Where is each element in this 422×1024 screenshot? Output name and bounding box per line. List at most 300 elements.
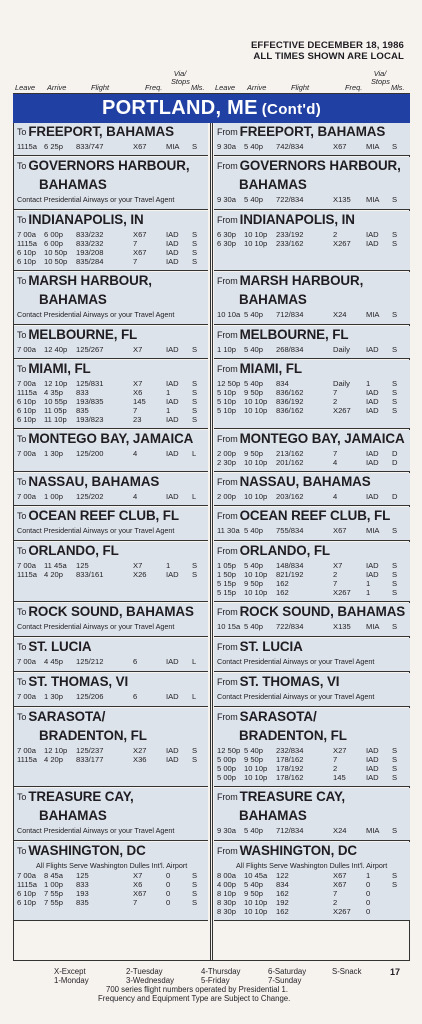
flight-via: 1 (166, 388, 171, 397)
flight-freq: X36 (133, 755, 147, 764)
destination-title (217, 640, 303, 654)
destination-name: ROCK SOUND, BAHAMAS (28, 604, 194, 619)
from-block (214, 788, 410, 841)
legend-except: X-Except (54, 967, 86, 976)
flight-arrive: 11 45a (44, 561, 67, 570)
flight-via: 1 (366, 579, 371, 588)
to-prefix: To (17, 642, 27, 652)
flight-leave: 5 10p (217, 388, 237, 397)
destination-name: INDIANAPOLIS, IN (239, 212, 355, 227)
flight-meal: D (392, 458, 398, 467)
flight-arrive: 6 25p (44, 142, 64, 151)
flight-number: 122 (276, 871, 289, 880)
flight-row (14, 889, 208, 898)
legend-saturday: 6-Saturday (268, 967, 307, 976)
destination-name: MELBOURNE, FL (239, 327, 349, 342)
destination-name-cont: BAHAMAS (239, 292, 307, 307)
flight-freq: X67 (333, 880, 347, 889)
flight-leave: 6 10p (17, 248, 37, 257)
flight-row (214, 880, 410, 889)
flight-row (14, 871, 208, 880)
to-block (14, 360, 208, 429)
destination-name: NASSAU, BAHAMAS (239, 474, 371, 489)
flight-row (14, 898, 208, 907)
legend-snack: S-Snack (332, 967, 362, 976)
flight-arrive: 10 10p (244, 492, 268, 501)
to-block (14, 507, 208, 541)
flight-via: IAD (166, 230, 179, 239)
col-leave: Leave (15, 83, 36, 92)
destination-title (17, 328, 137, 342)
flight-via: 0 (166, 889, 171, 898)
airport-note: All Flights Serve Washington Dulles Int'l. Airport (36, 861, 188, 870)
destination-title (217, 328, 348, 342)
flight-leave: 7 00a (17, 561, 37, 570)
flight-freq: X67 (333, 526, 347, 535)
flight-row (214, 622, 410, 631)
flight-freq: 2 (333, 898, 338, 907)
from-prefix: From (217, 792, 238, 802)
flight-arrive: 10 10p (244, 588, 268, 597)
flight-row (14, 657, 208, 666)
flight-leave: 8 30p (217, 898, 237, 907)
flight-number: 834 (276, 379, 289, 388)
flight-meal: S (392, 588, 398, 597)
flight-arrive: 10 10p (244, 458, 268, 467)
flight-row (14, 257, 208, 266)
flight-row (14, 379, 208, 388)
flight-meal: D (392, 492, 398, 501)
flight-freq: Daily (333, 345, 350, 354)
flight-row (214, 826, 410, 835)
destination-name: ST. LUCIA (28, 639, 92, 654)
destination-title (17, 509, 179, 523)
from-block (214, 708, 410, 787)
flight-number: 835 (76, 898, 89, 907)
flight-meal: S (392, 230, 398, 239)
column-headers-left (13, 64, 210, 94)
airport-note: All Flights Serve Washington Dulles Int'l. Airport (236, 861, 388, 870)
to-block (14, 638, 208, 672)
from-prefix: From (217, 161, 238, 171)
flight-arrive: 5 40p (244, 622, 264, 631)
flight-freq: 4 (133, 492, 138, 501)
flight-number: 193/823 (76, 415, 104, 424)
to-block (14, 603, 208, 637)
destination-title (17, 125, 174, 139)
col-flight: Flight (91, 83, 110, 92)
flight-meal: S (392, 561, 398, 570)
legend-sunday: 7-Sunday (268, 976, 302, 985)
flight-arrive: 12 40p (44, 345, 68, 354)
destination-name: MELBOURNE, FL (28, 327, 138, 342)
destination-name-cont: BRADENTON, FL (39, 728, 147, 743)
to-prefix: To (17, 712, 27, 722)
flight-arrive: 4 45p (44, 657, 64, 666)
flight-meal: S (392, 746, 398, 755)
flight-meal: S (392, 388, 398, 397)
flight-freq: X6 (133, 388, 143, 397)
col-arrive: Arrive (247, 83, 267, 92)
destination-name-cont: BAHAMAS (239, 808, 307, 823)
flight-row (214, 588, 410, 597)
flight-row (214, 492, 410, 501)
destination-title (17, 475, 159, 489)
flight-row (214, 449, 410, 458)
flight-leave: 12 50p (217, 379, 241, 388)
flight-meal: S (392, 142, 398, 151)
flight-arrive: 10 10p (244, 907, 268, 916)
flight-leave: 11 30a (217, 526, 240, 535)
flight-via: 1 (366, 871, 371, 880)
legend-note-presidential: 700 series flight numbers operated by Presidential 1. (106, 985, 289, 994)
flight-meal: S (192, 871, 198, 880)
schedule-grid (13, 123, 410, 961)
flight-leave: 7 00a (17, 449, 37, 458)
flight-number: 193/208 (76, 248, 104, 257)
destination-name: ST. LUCIA (239, 639, 303, 654)
from-prefix: From (217, 846, 238, 856)
flight-meal: S (192, 746, 198, 755)
flight-via: IAD (166, 239, 179, 248)
flight-row (214, 773, 410, 782)
flight-freq: X67 (333, 142, 347, 151)
column-divider (210, 123, 213, 960)
flight-arrive: 9 50p (244, 449, 264, 458)
from-prefix: From (217, 712, 238, 722)
flight-arrive: 4 20p (44, 755, 64, 764)
flight-via: MIA (366, 526, 380, 535)
destination-name-cont: BAHAMAS (239, 177, 307, 192)
flight-row (214, 570, 410, 579)
destination-title (17, 544, 119, 558)
flight-meal: L (192, 692, 197, 701)
flight-via: IAD (166, 257, 179, 266)
flight-row (214, 406, 410, 415)
flight-leave: 7 00a (17, 692, 37, 701)
flight-number: 162 (276, 889, 289, 898)
flight-leave: 6 10p (17, 406, 37, 415)
flight-meal: S (192, 142, 198, 151)
from-block (214, 638, 410, 672)
col-leave: Leave (215, 83, 236, 92)
flight-via: IAD (366, 746, 379, 755)
to-prefix: To (17, 511, 27, 521)
banner-title: PORTLAND, ME (101, 97, 258, 119)
column-headers (13, 64, 410, 94)
flight-freq: 145 (333, 773, 346, 782)
flight-number: 821/192 (276, 570, 304, 579)
destination-title (217, 125, 385, 139)
to-block (14, 123, 208, 156)
to-block (14, 842, 208, 921)
flight-arrive: 5 40p (244, 142, 264, 151)
flight-meal: L (192, 492, 197, 501)
legend-friday: 5-Friday (201, 976, 230, 985)
destination-name-cont: BAHAMAS (39, 292, 107, 307)
flight-arrive: 10 10p (244, 239, 268, 248)
flight-row (14, 880, 208, 889)
flight-arrive: 11 10p (44, 415, 67, 424)
flight-number: 833/177 (76, 755, 104, 764)
flight-arrive: 5 40p (244, 345, 264, 354)
flight-via: IAD (166, 345, 179, 354)
destination-name: ST. THOMAS, VI (28, 674, 129, 689)
destination-title (217, 844, 357, 858)
flight-meal: S (192, 880, 198, 889)
flight-via: IAD (166, 248, 179, 257)
flight-number: 178/162 (276, 773, 304, 782)
flight-arrive: 10 10p (244, 898, 268, 907)
flight-arrive: 1 00p (44, 492, 64, 501)
from-prefix: From (217, 364, 238, 374)
to-prefix: To (17, 792, 27, 802)
banner-continued: (Cont'd) (261, 101, 322, 118)
flight-row (214, 458, 410, 467)
contact-note: Contact Presidential Airways or your Travel Agent (217, 692, 375, 701)
flight-number: 125 (76, 561, 89, 570)
destination-name: GOVERNORS HARBOUR, (239, 158, 401, 173)
flight-number: 722/834 (276, 195, 304, 204)
flight-arrive: 6 00p (44, 230, 64, 239)
flight-arrive: 12 10p (44, 379, 68, 388)
flight-leave: 6 10p (17, 415, 37, 424)
flight-freq: X6 (133, 880, 143, 889)
destination-name: OCEAN REEF CLUB, FL (28, 508, 179, 523)
flight-via: MIA (366, 142, 380, 151)
flight-via: IAD (366, 449, 379, 458)
flight-number: 836/162 (276, 388, 304, 397)
flight-leave: 1115a (17, 755, 37, 764)
to-block (14, 708, 208, 787)
flight-arrive: 5 40p (244, 310, 264, 319)
flight-number: 722/834 (276, 622, 304, 631)
flight-number: 203/162 (276, 492, 304, 501)
flight-meal: S (392, 622, 398, 631)
flight-row (14, 746, 208, 755)
flight-freq: 23 (133, 415, 142, 424)
flight-leave: 2 30p (217, 458, 237, 467)
flight-freq: X27 (333, 746, 347, 755)
flight-via: IAD (366, 230, 379, 239)
flight-arrive: 10 10p (244, 230, 268, 239)
flight-number: 233/162 (276, 239, 304, 248)
flight-leave: 5 00p (217, 773, 237, 782)
flight-leave: 7 00a (17, 230, 37, 239)
flight-leave: 8 30p (217, 907, 237, 916)
destination-title (217, 675, 339, 689)
flight-leave: 6 10p (17, 257, 37, 266)
destination-title (17, 640, 91, 654)
flight-freq: 2 (333, 764, 338, 773)
from-prefix: From (217, 330, 238, 340)
flight-via: IAD (366, 570, 379, 579)
flight-number: 833/161 (76, 570, 104, 579)
destination-title (217, 710, 317, 724)
flight-meal: S (392, 195, 398, 204)
to-prefix: To (17, 127, 27, 137)
flight-via: IAD (166, 415, 179, 424)
flight-number: 178/192 (276, 764, 304, 773)
flight-freq: X67 (133, 230, 147, 239)
to-prefix: To (17, 607, 27, 617)
flight-row (214, 230, 410, 239)
flight-freq: 2 (333, 230, 338, 239)
flight-arrive: 1 30p (44, 449, 64, 458)
flight-freq: X24 (333, 310, 347, 319)
destination-title (217, 432, 405, 446)
flight-meal: S (392, 526, 398, 535)
flight-arrive: 8 45a (44, 871, 64, 880)
from-block (214, 123, 410, 156)
flight-via: IAD (166, 449, 179, 458)
destination-title (17, 159, 189, 173)
flight-leave: 1115a (17, 142, 37, 151)
flight-number: 125/267 (76, 345, 104, 354)
col-mls: Mls. (191, 83, 205, 92)
flight-leave: 5 00p (217, 764, 237, 773)
from-block (214, 157, 410, 210)
from-block (214, 842, 410, 921)
flight-row (214, 239, 410, 248)
to-prefix: To (17, 677, 27, 687)
col-flight: Flight (291, 83, 310, 92)
flight-via: IAD (366, 239, 379, 248)
flight-number: 192 (276, 898, 289, 907)
flight-leave: 10 15a (217, 622, 241, 631)
flight-via: IAD (366, 397, 379, 406)
flight-meal: S (192, 898, 198, 907)
flight-freq: X7 (133, 561, 143, 570)
flight-arrive: 1 00p (44, 880, 64, 889)
flight-arrive: 5 40p (244, 826, 264, 835)
flight-via: IAD (366, 764, 379, 773)
flight-via: IAD (166, 397, 179, 406)
column-headers-right (213, 64, 410, 94)
flight-meal: S (392, 379, 398, 388)
flight-meal: S (192, 248, 198, 257)
flight-row (214, 345, 410, 354)
flight-freq: 4 (333, 492, 338, 501)
to-prefix: To (17, 846, 27, 856)
from-prefix: From (217, 546, 238, 556)
flight-meal: S (392, 755, 398, 764)
flight-number: 193 (76, 889, 89, 898)
destination-name: MONTEGO BAY, JAMAICA (28, 431, 194, 446)
flight-freq: X67 (333, 871, 347, 880)
flight-row (14, 345, 208, 354)
flight-arrive: 7 55p (44, 898, 64, 907)
flight-arrive: 7 55p (44, 889, 64, 898)
flight-via: 1 (166, 406, 171, 415)
flight-meal: D (392, 449, 398, 458)
flight-via: IAD (166, 746, 179, 755)
flight-meal: S (392, 345, 398, 354)
flight-leave: 5 10p (217, 406, 237, 415)
flight-arrive: 5 40p (244, 746, 264, 755)
destination-name: ST. THOMAS, VI (239, 674, 340, 689)
flight-meal: S (192, 239, 198, 248)
col-via-stops: Via/ Stops (371, 69, 390, 86)
destination-title (17, 274, 152, 288)
flight-via: 1 (166, 561, 171, 570)
to-prefix: To (17, 161, 27, 171)
contact-note: Contact Presidential Airways or your Travel Agent (17, 622, 175, 631)
destination-name: WASHINGTON, DC (239, 843, 357, 858)
to-block (14, 157, 208, 210)
flight-meal: L (192, 449, 197, 458)
destination-title (17, 675, 128, 689)
destination-title (17, 605, 194, 619)
flight-number: 125/202 (76, 492, 104, 501)
flight-leave: 7 00a (17, 871, 37, 880)
flight-freq: 6 (133, 692, 138, 701)
flight-leave: 1115a (17, 388, 37, 397)
destination-name: NASSAU, BAHAMAS (28, 474, 160, 489)
flight-row (214, 142, 410, 151)
flight-via: IAD (366, 755, 379, 764)
flight-number: 835/284 (76, 257, 104, 266)
flight-meal: S (192, 345, 198, 354)
flight-via: IAD (366, 388, 379, 397)
contact-note: Contact Presidential Airways or your Travel Agent (17, 310, 175, 319)
flight-via: IAD (366, 492, 379, 501)
destination-name: OCEAN REEF CLUB, FL (239, 508, 391, 523)
flight-via: 0 (366, 907, 371, 916)
destination-title (17, 213, 144, 227)
flight-arrive: 10 45a (244, 871, 268, 880)
flight-number: 148/834 (276, 561, 304, 570)
flight-arrive: 10 50p (44, 257, 68, 266)
page-number: 17 (389, 967, 400, 977)
flight-row (214, 871, 410, 880)
flight-number: 125/200 (76, 449, 104, 458)
flight-number: 162 (276, 579, 289, 588)
flight-leave: 7 00a (17, 345, 37, 354)
flight-meal: S (392, 397, 398, 406)
flight-via: IAD (166, 755, 179, 764)
flight-number: 836/162 (276, 406, 304, 415)
destination-title (217, 509, 390, 523)
flight-leave: 9 30a (217, 142, 237, 151)
flight-freq: 7 (333, 889, 338, 898)
flight-row (214, 764, 410, 773)
from-prefix: From (217, 127, 238, 137)
flight-meal: S (392, 826, 398, 835)
flight-meal: S (192, 379, 198, 388)
from-block (214, 473, 410, 506)
destination-name: SARASOTA/ (28, 709, 106, 724)
flight-number: 712/834 (276, 826, 304, 835)
flight-meal: S (392, 764, 398, 773)
destination-name-cont: BAHAMAS (39, 177, 107, 192)
flight-arrive: 10 10p (244, 764, 268, 773)
flight-number: 834 (276, 880, 289, 889)
destination-name: ROCK SOUND, BAHAMAS (239, 604, 406, 619)
flight-number: 833/232 (76, 239, 104, 248)
flight-leave: 6 10p (17, 397, 37, 406)
to-prefix: To (17, 276, 27, 286)
flight-meal: S (192, 755, 198, 764)
destination-title (17, 362, 91, 376)
flight-leave: 1115a (17, 570, 37, 579)
flight-leave: 1 05p (217, 561, 237, 570)
flight-arrive: 9 50p (244, 889, 264, 898)
flight-number: 162 (276, 588, 289, 597)
flight-via: 1 (366, 379, 371, 388)
destination-name: WASHINGTON, DC (28, 843, 146, 858)
flight-leave: 2 00p (217, 492, 237, 501)
